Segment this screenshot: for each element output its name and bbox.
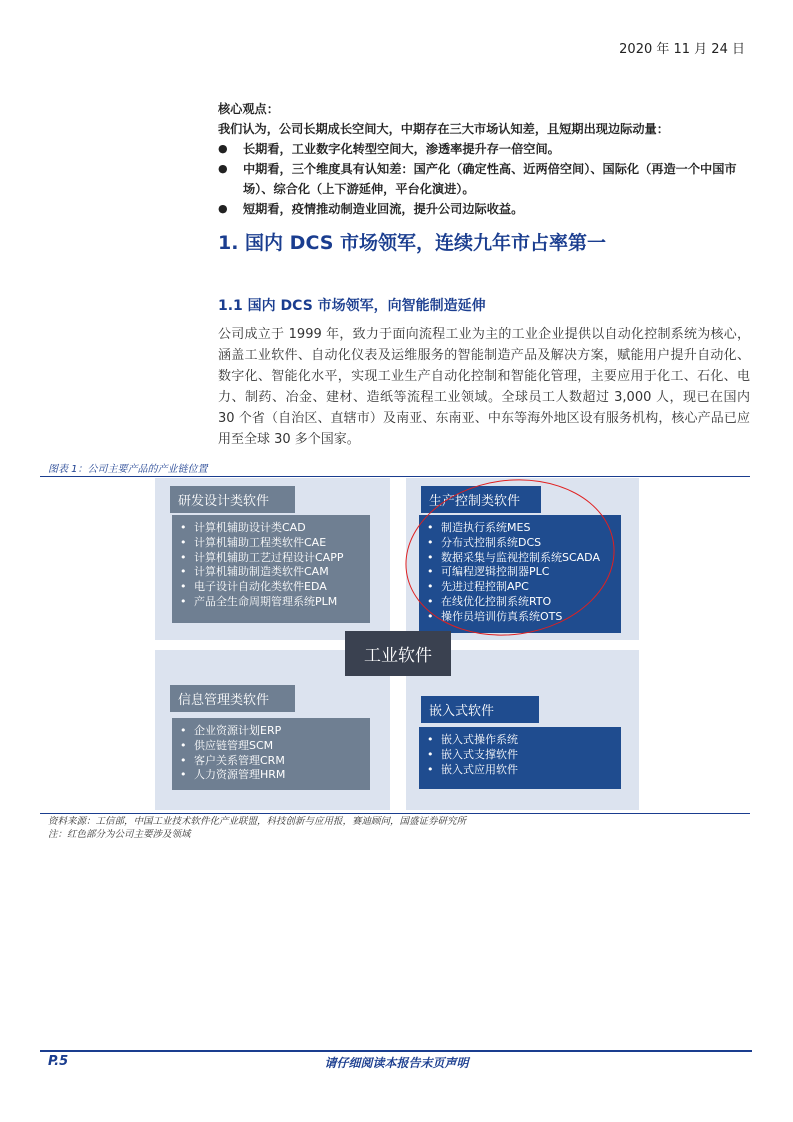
list-item: • 嵌入式支撑软件 xyxy=(427,748,613,763)
list-item: • 电子设计自动化类软件EDA xyxy=(180,580,362,595)
list-item: • 计算机辅助制造类软件CAM xyxy=(180,565,362,580)
page-number: P.5 xyxy=(48,1054,69,1069)
quadrant-rd xyxy=(155,478,390,640)
summary-lead: 我们认为，公司长期成长空间大，中期存在三大市场认知差，且短期出现边际动量： xyxy=(218,122,669,136)
figure-source xyxy=(48,815,466,841)
embed-title: 嵌入式软件 xyxy=(421,696,539,723)
summary-title: 核心观点： xyxy=(218,102,279,116)
figure-caption: 图表 1：公司主要产品的产业链位置 xyxy=(48,464,208,475)
list-item: • 客户关系管理CRM xyxy=(180,754,362,769)
list-item: • 计算机辅助工艺过程设计CAPP xyxy=(180,551,362,566)
figure-bottom-rule xyxy=(40,813,750,814)
summary-bullet: ● 中期看，三个维度具有认知差：国产化（确定性高、近两倍空间）、国际化（再造一个中国市场）、综合化（上下游延伸，平台化演进）。 xyxy=(218,159,758,199)
rd-list xyxy=(172,515,370,623)
core-summary xyxy=(218,99,758,219)
summary-bullet: ● 长期看，工业数字化转型空间大，渗透率提升存一倍空间。 xyxy=(218,139,758,159)
list-item: • 人力资源管理HRM xyxy=(180,768,362,783)
list-item: • 计算机辅助设计类CAD xyxy=(180,521,362,536)
list-item: • 操作员培训仿真系统OTS xyxy=(427,610,613,625)
embed-list xyxy=(419,727,621,789)
list-item: • 分布式控制系统DCS xyxy=(427,536,613,551)
list-item: • 供应链管理SCM xyxy=(180,739,362,754)
list-item: • 数据采集与监视控制系统SCADA xyxy=(427,551,613,566)
info-title: 信息管理类软件 xyxy=(170,685,295,712)
list-item: • 嵌入式应用软件 xyxy=(427,763,613,778)
footer-disclaimer: 请仔细阅读本报告末页声明 xyxy=(324,1056,469,1070)
footer-rule xyxy=(40,1050,752,1052)
figure-top-rule xyxy=(40,476,750,477)
list-item: • 制造执行系统MES xyxy=(427,521,613,536)
report-date: 2020 年 11 月 24 日 xyxy=(619,42,745,57)
section-heading: 1. 国内 DCS 市场领军，连续九年市占率第一 xyxy=(218,232,607,254)
list-item: • 在线优化控制系统RTO xyxy=(427,595,613,610)
list-item: • 可编程逻辑控制器PLC xyxy=(427,565,613,580)
source-text: 资料来源：工信部，中国工业技术软件化产业联盟，科技创新与应用报，赛迪顾问，国盛证券研究所 xyxy=(48,816,467,827)
list-item: • 先进过程控制APC xyxy=(427,580,613,595)
industrial-software-center: 工业软件 xyxy=(345,631,451,676)
list-item: • 计算机辅助工程类软件CAE xyxy=(180,536,362,551)
note-text: 注：红色部分为公司主要涉及领域 xyxy=(48,829,191,840)
list-item: • 企业资源计划ERP xyxy=(180,724,362,739)
subsection-heading: 1.1 国内 DCS 市场领军，向智能制造延伸 xyxy=(218,298,486,314)
summary-bullet: ● 短期看，疫情推动制造业回流，提升公司边际收益。 xyxy=(218,199,758,219)
body-paragraph: 公司成立于 1999 年，致力于面向流程工业为主的工业企业提供以自动化控制系统为核心，涵盖工业软件、自动化仪表及运维服务的智能制造产品及解决方案，赋能用户提升自动化、数字化、智能化水平，实现工业生产自动化控制和智能化管理，主要应用于化工、石化、电力、制药、冶金、建材、造纸等流程工业领域。全球员工人数超过 3,000 人，现已在国内 30 个省（自治区、直辖市）及南亚、东南亚、中东等海外地区设有服务机构，核心产品已应用至全球 30 多个国家。 xyxy=(218,327,750,447)
list-item: • 嵌入式操作系统 xyxy=(427,733,613,748)
list-item: • 产品全生命周期管理系统PLM xyxy=(180,595,362,610)
rd-title: 研发设计类软件 xyxy=(170,486,295,513)
info-list xyxy=(172,718,370,790)
prod-title: 生产控制类软件 xyxy=(421,486,541,513)
